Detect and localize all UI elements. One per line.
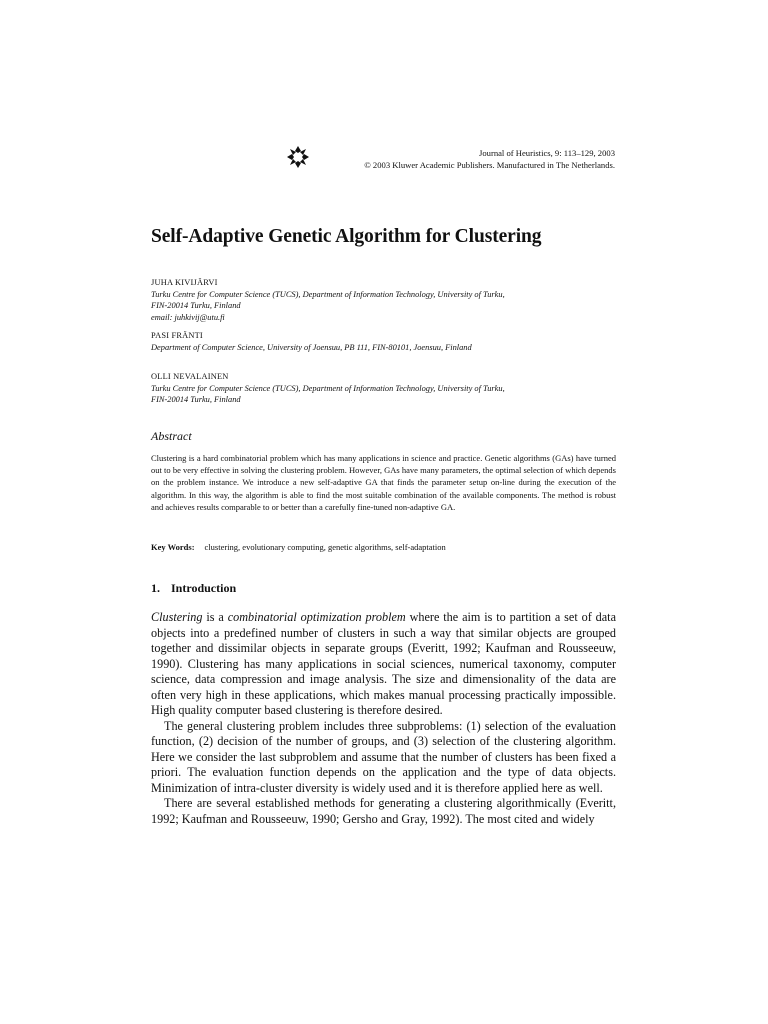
copyright-notice: © 2003 Kluwer Academic Publishers. Manufactured in The Netherlands. [364, 159, 615, 170]
paper-title: Self-Adaptive Genetic Algorithm for Clustering [151, 226, 542, 247]
author-affiliation: FIN-20014 Turku, Finland [151, 301, 241, 310]
keywords-value: clustering, evolutionary computing, genetic algorithms, self-adaptation [204, 542, 446, 552]
keywords [151, 542, 446, 552]
author-block-2 [151, 330, 621, 353]
section-number: 1. [151, 581, 160, 595]
author-name: JUHA KIVIJÄRVI [151, 278, 218, 287]
paragraph-text: is a [202, 610, 228, 624]
author-block-1 [151, 277, 621, 323]
journal-citation: Journal of Heuristics, 9: 113–129, 2003 [479, 148, 615, 158]
abstract-heading: Abstract [151, 429, 192, 443]
section-heading-introduction [151, 581, 236, 596]
body-text [151, 610, 616, 827]
author-name: PASI FRÄNTI [151, 331, 203, 340]
paragraph-3: There are several established methods for generating a clustering algorithmically (Everitt, 1992; Kaufman and Rousseeuw, 1990; Gersho and Gray, 1992). The most cited and widely [151, 796, 616, 826]
author-affiliation: FIN-20014 Turku, Finland [151, 395, 241, 404]
author-block-3 [151, 371, 621, 406]
paragraph-2: The general clustering problem includes three subproblems: (1) selection of the evaluation function, (2) decision of the number of groups, and (3) selection of the clustering algorithm. Here we consider the last subproblem and assume that the number of clusters has been fixed a priori. The evaluation function depends on the application and the type of data objects. Minimization of intra-cluster diversity is widely used and it is therefore applied here as well. [151, 718, 616, 795]
term-combinatorial-optimization: combinatorial optimization problem [227, 610, 406, 624]
publisher-logo-icon [286, 145, 310, 169]
section-title: Introduction [171, 581, 237, 595]
paragraph-text: where the aim is to partition a set of data objects into a predefined number of clusters in such a way that similar objects are grouped together and dissimilar objects in separate groups (Everitt, 1992; Kaufman and Rousseeuw, 1990). Clustering has many applications in social sciences, numerical taxonomy, computer science, data compression and image analysis. The size and dimensionality of the data are often very high in these applications, which makes manual processing practically impossible. High quality computer based clustering is therefore desired. [151, 610, 616, 717]
paragraph-1 [151, 610, 616, 719]
journal-header [364, 148, 615, 171]
keywords-label: Key Words: [151, 542, 195, 552]
abstract-text: Clustering is a hard combinatorial problem which has many applications in science and practice. Genetic algorithms (GAs) have turned out to be very effective in solving the clustering problem. However, GAs have many parameters, the optimal selection of which depends on the problem instance. We introduce a new self-adaptive GA that finds the parameter setup on-line during the execution of the algorithm. In this way, the algorithm is able to find the most suitable combination of the available components. The method is robust and achieves results comparable to or better than a carefully fine-tuned non-adaptive GA. [151, 453, 616, 512]
author-affiliation: Turku Centre for Computer Science (TUCS), Department of Information Technology, University of Turku, [151, 383, 505, 393]
author-affiliation: Department of Computer Science, University of Joensuu, PB 111, FIN-80101, Joensuu, Finland [151, 342, 472, 352]
author-email[interactable]: email: juhkivij@utu.fi [151, 312, 225, 322]
author-name: OLLI NEVALAINEN [151, 372, 229, 381]
author-affiliation: Turku Centre for Computer Science (TUCS), Department of Information Technology, University of Turku, [151, 289, 505, 299]
term-clustering: Clustering [151, 610, 203, 624]
